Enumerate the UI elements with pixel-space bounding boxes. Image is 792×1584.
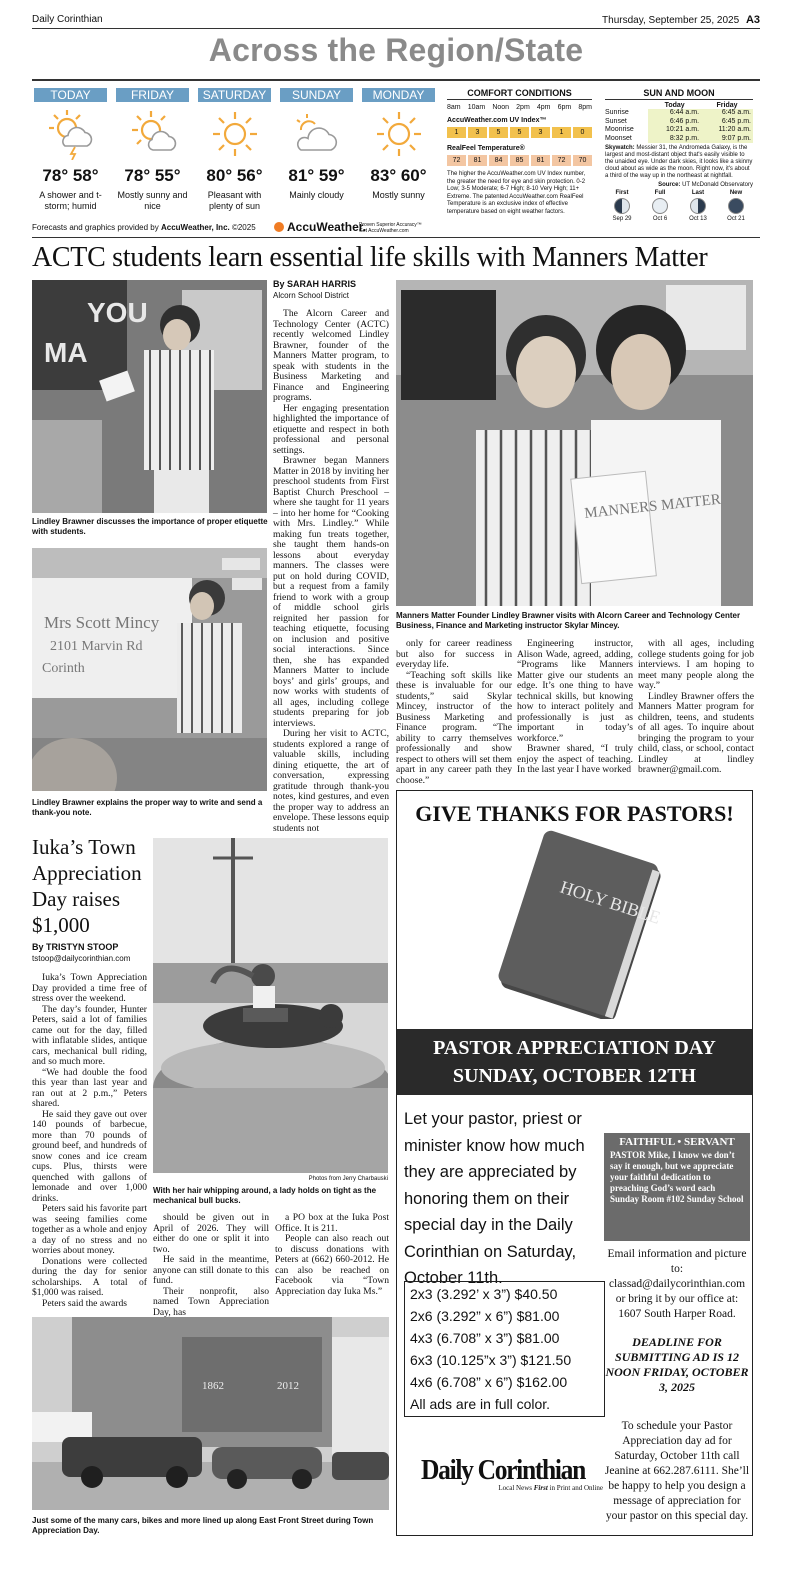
ad-sample-body: PASTOR Mike, I know we don’t say it enough, but we appreciate your faithful dedication to preaching God’s word each Sunday Room #102 Sunday School <box>610 1150 744 1204</box>
ad-price-row: 4x3 (6.708” x 3”) $81.00 <box>410 1330 560 1346</box>
ad-price-row: 4x6 (6.708” x 6”) $162.00 <box>410 1374 568 1390</box>
ad-price-row: All ads are in full color. <box>410 1396 551 1412</box>
ad-sample-title: FAITHFUL • SERVANT <box>619 1136 735 1148</box>
date-text: Thursday, September 25, 2025 <box>602 15 740 26</box>
photo-mechanical-bull-image <box>153 838 388 1173</box>
realfeel-value: 72 <box>447 155 466 166</box>
sun-moon-table <box>605 102 753 143</box>
caption-etiquette: Lindley Brawner discusses the importance of proper etiquette with students. <box>32 517 268 536</box>
paragraph: People can also reach out to discuss donations with Peters at (662) 660-2012. He can also be reached on Facebook via “Town Appreciation day Iuka Ms.” <box>275 1233 389 1297</box>
moon-phase-date: Oct 13 <box>689 216 707 222</box>
paragraph: Engineering instructor, Alison Wade, agreed, adding, “Programs like Manners Matter give our students an edge. It’s one thing to have technical skills, but knowing how to interact politely and professionally is just as important in today’s workforce.” <box>517 638 633 744</box>
ad-price-row: 6x3 (10.125”x 3”) $121.50 <box>410 1352 572 1368</box>
mural-year-1: 1862 <box>202 1380 224 1392</box>
photo-thank-you-image <box>32 548 267 791</box>
forecast-day-name: FRIDAY <box>116 88 189 102</box>
paragraph: Peters said the awards <box>42 1297 127 1309</box>
moon-phase-label: New <box>729 190 743 196</box>
ad-schedule: To schedule your Pastor Appreciation day ad for Saturday, October 11th call Jeanine at 662.287.6111. She’ll be happy to help you design a message of appreciation for your pastor on this special day. <box>604 1420 750 1522</box>
sun-row-label: Sunset <box>605 117 627 125</box>
uv-values <box>447 127 592 138</box>
forecast-credit <box>32 223 256 232</box>
forecast-day-name: SUNDAY <box>280 88 353 102</box>
bible-icon <box>472 829 682 1019</box>
daily-corinthian-logo <box>403 1455 603 1492</box>
comfort-note: The higher the AccuWeather.com UV Index number, the greater the need for eye and skin protection. 0-2 Low; 3-5 Moderate; 6-7 High; 8-10 Very High; 11+ Extreme. The patented AccuWeather.com RealFeel Temperature is an exclusive index of effective temperature based on eight weather factors. <box>447 171 586 215</box>
uv-value: 5 <box>510 127 529 138</box>
paragraph: Brawner shared, “I truly enjoy the aspect of teaching. In the last year I have worked <box>517 743 633 775</box>
ad-deadline: DEADLINE FOR SUBMITTING AD IS 12 NOON FRIDAY, OCTOBER 3, 2025 <box>605 1335 749 1394</box>
main-column-4 <box>638 639 754 776</box>
photo-thank-you-note <box>32 548 267 791</box>
uv-value: 1 <box>447 127 466 138</box>
forecast-temps: 81° 59° <box>288 166 345 185</box>
moon-phases <box>605 190 753 222</box>
sun-row-label: Moonset <box>605 134 632 142</box>
forecast-condition: A shower and t-storm; humid <box>39 190 102 211</box>
section-title: Across the Region/State <box>208 32 584 68</box>
photo-car-show <box>32 1317 389 1510</box>
paragraph: The day’s founder, Hunter Peters, said a lot of families came out for the day, filled with inflatable slides, antique cars, mechanical bull riding, and so much more. <box>32 1003 147 1067</box>
comfort-time: 6pm <box>557 104 572 111</box>
uv-value: 5 <box>489 127 508 138</box>
paragraph: with all ages, including college students going for job interviews. I am hoping to meet many people along the way.” <box>638 638 754 691</box>
forecast-day-name: TODAY <box>34 88 107 102</box>
photo-brawner-mincey <box>396 280 753 606</box>
uv-value: 0 <box>573 127 592 138</box>
photo-mechanical-bull <box>153 838 388 1173</box>
logo-tagline-b: First <box>533 1484 548 1492</box>
uv-value: 3 <box>531 127 550 138</box>
sun-row-friday: 6:45 a.m. <box>701 109 753 118</box>
pastor-appreciation-ad <box>396 790 753 1536</box>
sun-row-friday: 11:20 a.m. <box>701 126 753 135</box>
forecast-temps: 83° 60° <box>370 166 427 185</box>
sun-moon-title: SUN AND MOON <box>605 88 753 100</box>
uv-value: 1 <box>552 127 571 138</box>
sun-row <box>605 126 753 135</box>
comfort-time: Noon <box>492 104 510 111</box>
forecast-temps: 78° 55° <box>124 166 181 185</box>
sun-col-blank <box>605 102 648 109</box>
comfort-time: 8pm <box>578 104 592 111</box>
sun-col-today: Today <box>664 102 685 109</box>
paragraph: Iuka’s Town Appreciation Day provided a time free of stress over the weekend. <box>32 972 147 1004</box>
svg-text:Mrs Scott Mincy: Mrs Scott Mincy <box>44 613 160 632</box>
paragraph: During her visit to ACTC, students explored a range of valuable skills, including dining etiquette, the art of conversation, expressing gratitude through thank-you notes, kind gestures, and even the proper way to address an envelope. These lessons equip students not <box>273 728 389 834</box>
sun-row-today: 6:46 p.m. <box>648 118 701 127</box>
sun-storm-icon <box>32 108 109 160</box>
realfeel-label: RealFeel Temperature® <box>447 145 525 152</box>
skywatch-label: Skywatch: <box>605 145 635 151</box>
paragraph: only for career readiness but also for success in everyday life. <box>396 638 512 670</box>
main-byline: By SARAH HARRIS <box>273 279 357 289</box>
forecast-day-name: SATURDAY <box>198 88 271 102</box>
side-column-2 <box>153 1213 269 1318</box>
credit-prefix: Forecasts and graphics provided by <box>32 223 161 232</box>
photo-credit: Photos from Jerry Charbauski <box>308 1176 388 1182</box>
caption-car-show: Just some of the many cars, bikes and more lined up along East Front Street during Town Appreciation Day. <box>32 1516 374 1535</box>
paragraph: Donations were collected during the day for senior scholarships. A total of $1,000 was raised. <box>32 1255 147 1298</box>
ad-copy: Let your pastor, priest or minister know how much they are appreciated by honoring them on their special day in the Daily Corinthian on Saturday, October 11th. <box>404 1110 585 1287</box>
caption-mechanical-bull: With her hair whipping around, a lady holds on tight as the mechanical bull bucks. <box>153 1186 377 1205</box>
photo-sign-text: MANNERS MATTER <box>583 491 722 522</box>
moon-phase <box>719 190 753 222</box>
moon-phase <box>643 190 677 222</box>
bible-title: HOLY BIBLE <box>557 876 663 928</box>
accuweather-tagline: Proven Superior Accuracy™ Get AccuWeather.com <box>359 222 422 234</box>
paragraph: He said they gave out over 140 pounds of barbecue, more than 70 pounds of ground beef, and hundreds of snow cones and ice cream cups. Plus, thirsts were quenched with gallons of lemonade and over 1,000 drinks. <box>32 1108 147 1204</box>
svg-text:Corinth: Corinth <box>42 661 85 676</box>
main-column-1 <box>273 309 389 834</box>
ad-sample <box>604 1133 750 1241</box>
comfort-times <box>447 104 592 111</box>
accuweather-logo <box>274 220 366 234</box>
cloud-icon <box>278 108 355 160</box>
sun-row <box>605 135 753 144</box>
paragraph: He said in the meantime, anyone can still donate to this fund. <box>153 1254 269 1286</box>
main-column-3 <box>517 639 633 776</box>
svg-text:YOU: YOU <box>87 297 148 328</box>
logo-tagline-a: Local News <box>498 1484 534 1492</box>
paragraph: “Teaching soft skills like these is invaluable for our students,” said Skylar Mincey, instructor of the Business Marketing and Finance program. “The ability to carry themselves professionally and show respect to others will set them apart in any career path they choose.” <box>396 669 512 786</box>
uv-label: AccuWeather.com UV Index™ <box>447 117 547 124</box>
bible-illustration <box>472 829 682 1024</box>
moon-icon <box>728 198 744 214</box>
side-headline: Iuka’s Town Appreciation Day raises $1,000 <box>32 835 142 937</box>
sun-row-friday: 6:45 p.m. <box>701 118 753 127</box>
paragraph: Lindley Brawner offers the Manners Matter program for children, teens, and students of all ages. To inquire about bringing the program to your child, class, or school, contact Lindley at lindley brawner@gmail.com. <box>638 690 754 775</box>
caption-brawner-mincey: Manners Matter Founder Lindley Brawner visits with Alcorn Career and Technology Center Business, Finance and Marketing instructor Skylar Mincey. <box>396 611 741 630</box>
mural-year-2: 2012 <box>277 1380 299 1392</box>
moon-icon <box>690 198 706 214</box>
side-column-1 <box>32 973 147 1309</box>
main-headline: ACTC students learn essential life skills with Manners Matter <box>32 242 708 273</box>
forecast-temps: 78° 58° <box>42 166 99 185</box>
forecast-condition: Mostly sunny and nice <box>117 190 188 211</box>
accuweather-logo-text: AccuWeather. <box>287 220 367 234</box>
sun-row-today: 8:32 p.m. <box>648 135 701 144</box>
sun-row-today: 6:44 a.m. <box>648 109 701 118</box>
skywatch <box>605 145 753 180</box>
moon-phase-label: Full <box>654 190 666 196</box>
sun-row-label: Sunrise <box>605 109 629 116</box>
sun-and-moon <box>605 88 753 222</box>
moon-phase-label: First <box>615 190 629 196</box>
paragraph: The Alcorn Career and Technology Center (ACTC) recently welcomed Lindley Brawner, founder of the Manners Matter program, to speak with students in the Business Marketing and Finance and Engineering programs. <box>273 308 389 403</box>
sun-row <box>605 109 753 118</box>
comfort-time: 10am <box>467 104 486 111</box>
logo-name: Daily Corinthian <box>421 1454 585 1486</box>
realfeel-values <box>447 155 592 166</box>
ad-price-row: 2x3 (3.292’ x 3”) $40.50 <box>410 1286 558 1302</box>
moon-phase-label: Last <box>691 190 705 196</box>
issue-date <box>602 14 760 26</box>
credit-company: AccuWeather, Inc. <box>160 223 230 232</box>
moon-phase <box>605 190 639 222</box>
source-label: Source: <box>658 182 681 188</box>
realfeel-value: 84 <box>489 155 508 166</box>
sun-cloud-icon <box>114 108 191 160</box>
sun-icon <box>360 108 437 160</box>
realfeel-value: 81 <box>468 155 487 166</box>
svg-text:2101 Marvin Rd: 2101 Marvin Rd <box>50 639 143 654</box>
moon-icon <box>652 198 668 214</box>
moon-phase-date: Oct 21 <box>727 216 745 222</box>
main-affiliation: Alcorn School District <box>273 291 350 300</box>
side-email: tstoop@dailycorinthian.com <box>32 954 131 963</box>
paragraph: Peters said his favorite part was seeing families come together as a whole and enjoy a day of no stress and no worries about money. <box>32 1203 147 1256</box>
ad-price-row: 2x6 (3.292” x 6”) $81.00 <box>410 1308 560 1324</box>
sun-row-today: 10:21 a.m. <box>648 126 701 135</box>
ad-headline: GIVE THANKS FOR PASTORS! <box>415 801 734 826</box>
skywatch-text: Messier 31, the Andromeda Galaxy, is the largest and most-distant object that's easily visible to the unaided eye. Under dark skies, it looks like a skinny cloud about as wide as the moon. Right now, it's about a third of the way up in the northeast at nightfall. <box>605 145 753 179</box>
title-rule <box>32 79 760 81</box>
forecast-day-sunday <box>278 88 355 201</box>
side-column-3 <box>275 1213 389 1297</box>
uv-value: 3 <box>468 127 487 138</box>
paper-name: Daily Corinthian <box>32 14 103 25</box>
sun-source <box>605 182 753 188</box>
forecast-day-monday <box>360 88 437 201</box>
photo-etiquette-image <box>32 280 267 513</box>
photo-etiquette-discussion <box>32 280 267 513</box>
comfort-time: 4pm <box>536 104 551 111</box>
forecast-day-today <box>32 88 109 212</box>
forecast-condition: Mostly sunny <box>372 190 425 200</box>
ad-band <box>397 1029 752 1095</box>
svg-text:MA: MA <box>44 337 88 368</box>
forecast-day-saturday <box>196 88 273 212</box>
header-rule <box>32 28 760 29</box>
main-column-2 <box>396 639 512 786</box>
forecast-day-name: MONDAY <box>362 88 435 102</box>
forecast-condition: Mainly cloudy <box>289 190 344 200</box>
realfeel-value: 81 <box>531 155 550 166</box>
paragraph: Brawner began Manners Matter in 2018 by inviting her preschool students from First Baptist Church Preschool – where she taught for 11 years – into her home for “Cooking with Mrs. Lindley.” While making fun treats together, she taught them hands-on lessons about everyday manners. The classes were put on hold during COVID, but a request from a family friend to work with a group of middle school girls reignited her passion for teaching etiquette, focusing on inclusion and positive social interactions. Since then, she has expanded Manners Matter to include boys’ and girls’ groups, and now works with students of all ages, including college students preparing for job interviews. <box>273 455 389 729</box>
sun-row-friday: 9:07 p.m. <box>701 135 753 144</box>
realfeel-value: 72 <box>552 155 571 166</box>
comfort-title: COMFORT CONDITIONS <box>447 88 592 100</box>
ad-band-line2: SUNDAY, OCTOBER 12TH <box>452 1065 697 1087</box>
accuweather-sun-icon <box>274 222 284 232</box>
comfort-time: 2pm <box>516 104 530 111</box>
sun-row <box>605 118 753 127</box>
paragraph: should be given out in April of 2026. They will either do one or split it into two. <box>153 1212 269 1255</box>
comfort-time: 8am <box>447 104 461 111</box>
side-byline: By TRISTYN STOOP <box>32 942 119 952</box>
paragraph: Her engaging presentation highlighted the importance of etiquette and respect in both professional and personal settings. <box>273 402 389 456</box>
realfeel-value: 85 <box>510 155 529 166</box>
sun-row-label: Moonrise <box>605 126 634 133</box>
paragraph: Their nonprofit, also named Town Appreciation Day, has <box>153 1285 269 1318</box>
credit-suffix: ©2025 <box>229 223 256 232</box>
forecast-temps: 80° 56° <box>206 166 263 185</box>
moon-phase-date: Oct 6 <box>652 216 668 222</box>
forecast-day-friday <box>114 88 191 212</box>
source-text: UT McDonald Observatory <box>680 182 753 188</box>
ad-email-info: Email information and picture to: classad@dailycorinthian.com or bring it by our office at: 1607 South Harper Road. <box>607 1248 747 1320</box>
moon-icon <box>614 198 630 214</box>
moon-phase <box>681 190 715 222</box>
sun-col-friday: Friday <box>716 102 738 109</box>
weather-rule <box>32 237 760 238</box>
page-number: A3 <box>745 14 760 26</box>
ad-band-line1: PASTOR APPRECIATION DAY <box>433 1037 716 1059</box>
photo-brawner-mincey-image <box>396 280 753 606</box>
forecast-condition: Pleasant with plenty of sun <box>207 190 262 211</box>
sun-icon <box>196 108 273 160</box>
paragraph: a PO box at the Iuka Post Office. It is 211. <box>275 1212 389 1234</box>
comfort-conditions <box>447 88 592 217</box>
moon-phase-date: Sep 29 <box>612 216 632 222</box>
photo-car-show-image <box>32 1317 389 1510</box>
logo-tagline-c: in Print and Online <box>547 1484 603 1492</box>
ad-price-list <box>404 1281 605 1417</box>
caption-thank-you: Lindley Brawner explains the proper way to write and send a thank-you note. <box>32 798 263 817</box>
paragraph: “We had double the food this year than last year and ran out at 2 p.m.,” Peters shared. <box>32 1066 147 1109</box>
realfeel-value: 70 <box>573 155 592 166</box>
